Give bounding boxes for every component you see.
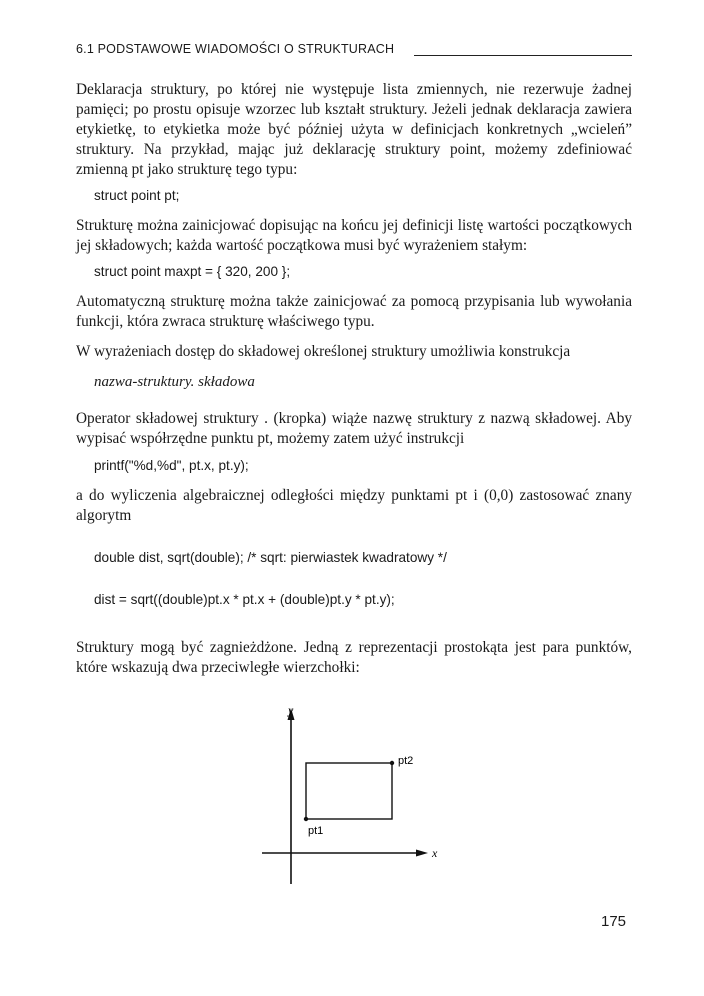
header-rule — [414, 55, 632, 56]
code-line-dist-decl: double dist, sqrt(double); /* sqrt: pierwiastek kwadratowy */ — [94, 550, 447, 565]
code-line-dist-calc: dist = sqrt((double)pt.x * pt.x + (double)pt.y * pt.y); — [94, 592, 395, 607]
paragraph-dot-operator: Operator składowej struktury . (kropka) wiąże nazwę struktury z nazwą składowej. Aby wypisać współrzędne punktu pt, możemy zatem użyć instrukcji — [76, 410, 632, 447]
paragraph-distance: a do wyliczenia algebraicznej odległości między punktami pt i (0,0) zastosować znany algorytm — [76, 487, 632, 524]
rectangle — [306, 763, 392, 819]
pt1-label: pt1 — [308, 825, 324, 837]
code-line-printf: printf("%d,%d", pt.x, pt.y); — [94, 458, 249, 473]
code-line-maxpt: struct point maxpt = { 320, 200 }; — [94, 264, 291, 279]
syntax-member-access: nazwa-struktury. składowa — [94, 374, 255, 390]
section-title: 6.1 PODSTAWOWE WIADOMOŚCI O STRUKTURACH — [76, 42, 395, 56]
pt2-label: pt2 — [398, 755, 414, 767]
x-axis-label: x — [432, 846, 438, 860]
code-line-struct-pt: struct point pt; — [94, 188, 180, 203]
diagram-svg — [250, 700, 450, 890]
paragraph-member-access: W wyrażeniach dostęp do składowej określonej struktury umożliwia konstrukcja — [76, 343, 571, 360]
running-header — [76, 42, 632, 62]
paragraph-automatic: Automatyczną strukturę można także zainicjować za pomocą przypisania lub wywołania funkcji, która zwraca strukturę właściwego typu. — [76, 293, 632, 330]
rectangle-diagram — [250, 700, 450, 890]
paragraph-declaration: Deklaracja struktury, po której nie występuje lista zmiennych, nie rezerwuje żadnej pamięci; po prostu opisuje wzorzec lub kształt struktury. Jeżeli jednak deklaracja zawiera etykietkę, to etykietka może być później użyta w definicjach konkretnych „wcieleń” struktury. Na przykład, mając już deklarację struktury point, możemy zdefiniować zmienną pt jako strukturę tego typu: — [76, 81, 632, 178]
page-number: 175 — [601, 913, 627, 930]
pt2-marker — [390, 761, 394, 765]
y-axis-label: y — [288, 703, 294, 717]
x-axis-arrowhead — [416, 850, 428, 857]
paragraph-nested: Struktury mogą być zagnieżdżone. Jedną z reprezentacji prostokąta jest para punktów, które wskazują dwa przeciwległe wierzchołki: — [76, 639, 632, 676]
pt1-marker — [304, 817, 308, 821]
paragraph-initialization: Strukturę można zainicjować dopisując na końcu jej definicji listę wartości początkowych jej składowych; każda wartość początkowa musi być wyrażeniem stałym: — [76, 217, 632, 254]
